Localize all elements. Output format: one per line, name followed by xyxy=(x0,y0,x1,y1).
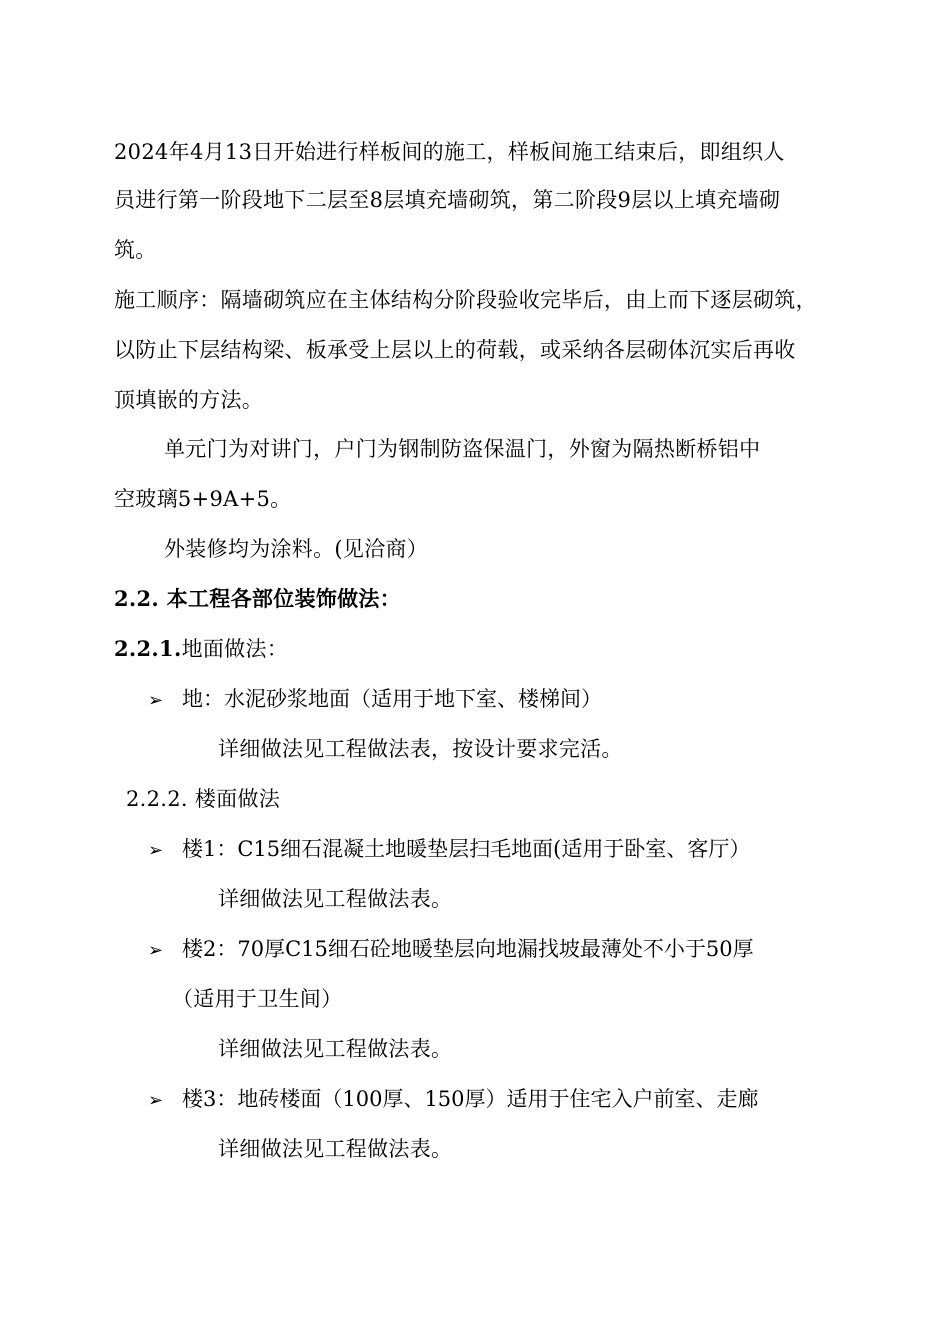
section-2-2-title: 本工程各部位装饰做法： xyxy=(166,586,401,611)
paragraph-3-line-2: 空玻璃5+9A+5。 xyxy=(114,487,292,511)
floor-item-1 xyxy=(148,684,602,716)
paragraph-2-line-3: 顶填嵌的方法。 xyxy=(114,388,264,412)
storey-item-2-text-continued: （适用于卫生间） xyxy=(172,987,343,1011)
section-2-2-1-title: 地面做法： xyxy=(181,637,289,661)
storey-item-2 xyxy=(148,934,754,966)
storey-item-2-text: 楼2：70厚C15细石砼地暖垫层向地漏找坡最薄处不小于50厚 xyxy=(182,937,754,961)
section-2-2-2-title: 楼面做法 xyxy=(194,787,281,811)
section-2-2-2-heading xyxy=(126,784,280,814)
paragraph-1-line-1: 2024年4月13日开始进行样板间的施工，样板间施工结束后，即组织人 xyxy=(114,140,785,164)
storey-item-1 xyxy=(148,834,750,866)
floor-item-1-detail: 详细做法见工程做法表，按设计要求完活。 xyxy=(218,737,623,761)
floor-item-1-text: 地：水泥砂浆地面（适用于地下室、楼梯间） xyxy=(182,687,602,711)
paragraph-1-line-3: 筑。 xyxy=(114,238,157,262)
paragraph-4-line-1: 外装修均为涂料。(见洽商） xyxy=(164,537,429,561)
arrow-bullet-icon: ➢ xyxy=(148,1090,164,1111)
paragraph-2-line-2: 以防止下层结构梁、板承受上层以上的荷载，或采纳各层砌体沉实后再收 xyxy=(114,338,796,362)
paragraph-1-line-2: 员进行第一阶段地下二层至8层填充墙砌筑，第二阶段9层以上填充墙砌 xyxy=(114,188,781,212)
section-2-2-1-heading xyxy=(114,634,288,664)
storey-item-2-detail: 详细做法见工程做法表。 xyxy=(218,1037,453,1061)
section-2-2-number: 2.2. xyxy=(114,586,160,611)
arrow-bullet-icon: ➢ xyxy=(148,840,164,861)
paragraph-3-line-1: 单元门为对讲门，户门为钢制防盗保温门，外窗为隔热断桥铝中 xyxy=(164,437,761,461)
storey-item-3 xyxy=(148,1084,759,1116)
section-2-2-heading xyxy=(114,584,401,614)
storey-item-1-detail: 详细做法见工程做法表。 xyxy=(218,887,453,911)
paragraph-2-line-1: 施工顺序：隔墙砌筑应在主体结构分阶段验收完毕后，由上而下逐层砌筑， xyxy=(114,288,817,312)
section-2-2-2-number: 2.2.2. xyxy=(126,787,188,811)
storey-item-3-detail: 详细做法见工程做法表。 xyxy=(218,1137,453,1161)
arrow-bullet-icon: ➢ xyxy=(148,690,164,711)
arrow-bullet-icon: ➢ xyxy=(148,940,164,961)
section-2-2-1-number: 2.2.1. xyxy=(114,636,182,661)
storey-item-3-text: 楼3：地砖楼面（100厚、150厚）适用于住宅入户前室、走廊 xyxy=(182,1087,759,1111)
storey-item-1-text: 楼1：C15细石混凝土地暖垫层扫毛地面(适用于卧室、客厅） xyxy=(182,837,751,861)
